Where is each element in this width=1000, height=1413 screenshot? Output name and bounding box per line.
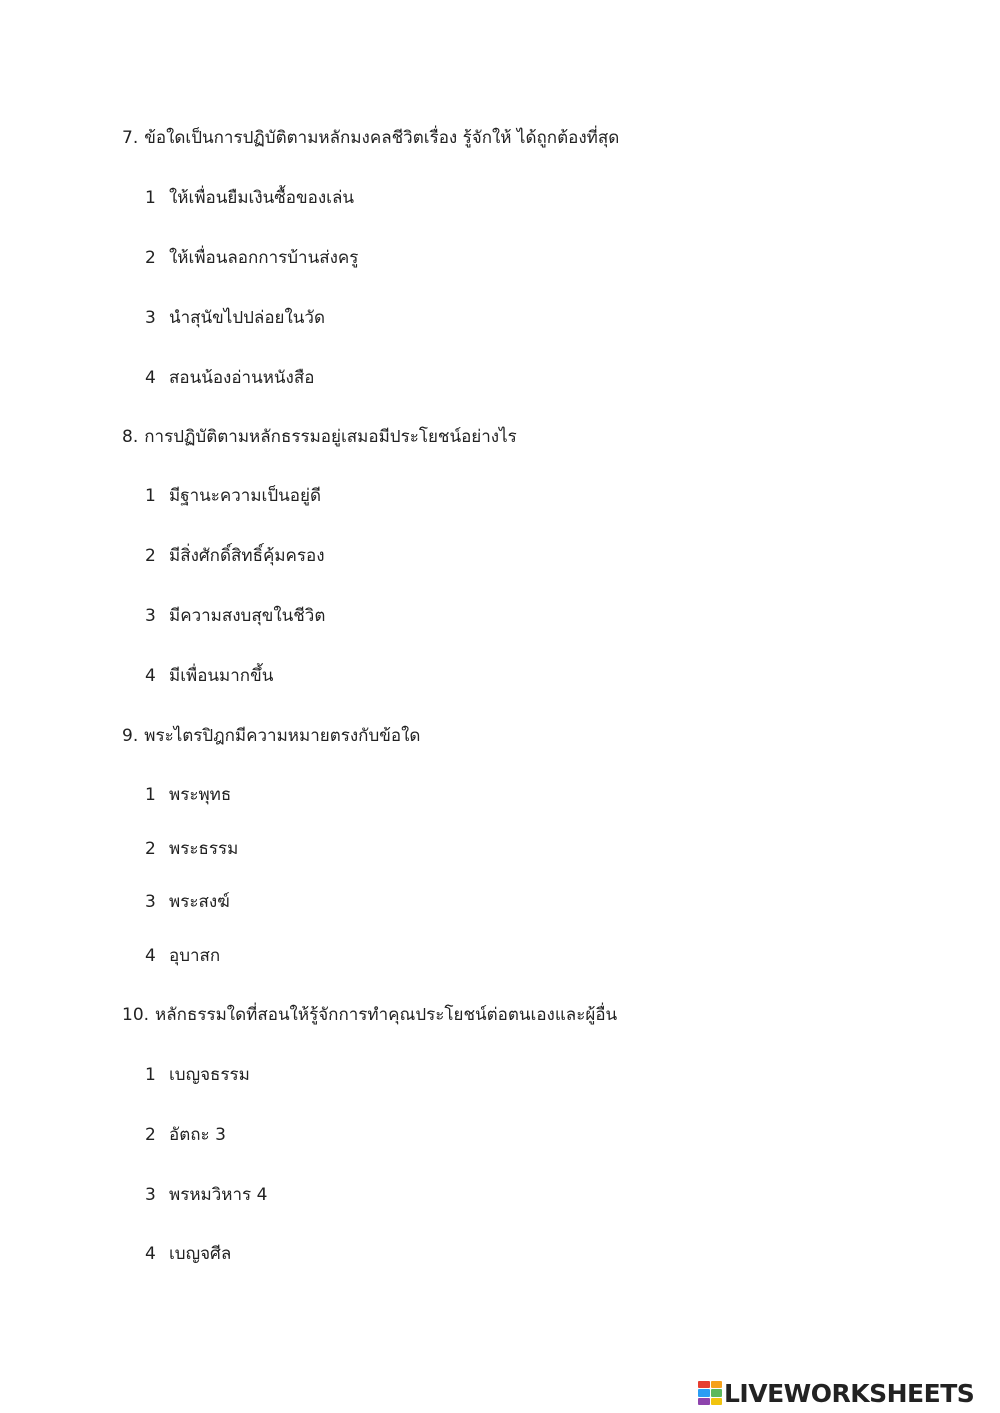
option-7-3[interactable] bbox=[145, 306, 325, 330]
option-number: 1 bbox=[145, 785, 156, 805]
option-text: พระธรรม bbox=[169, 839, 239, 859]
option-10-2[interactable] bbox=[145, 1123, 226, 1147]
question-10 bbox=[122, 1003, 617, 1027]
logo-mark-block bbox=[698, 1381, 710, 1388]
option-text: อุบาสก bbox=[169, 946, 221, 966]
option-8-1[interactable] bbox=[145, 484, 321, 508]
option-number: 1 bbox=[145, 1065, 156, 1085]
option-number: 3 bbox=[145, 308, 156, 328]
option-10-3[interactable] bbox=[145, 1183, 267, 1207]
option-text: พระพุทธ bbox=[169, 785, 232, 805]
question-text: การปฏิบัติตามหลักธรรมอยู่เสมอมีประโยชน์อย่างไร bbox=[144, 427, 517, 447]
question-7 bbox=[122, 126, 619, 150]
question-text: ข้อใดเป็นการปฏิบัติตามหลักมงคลชีวิตเรื่อง รู้จักให้ ได้ถูกต้องที่สุด bbox=[144, 128, 620, 148]
option-7-2[interactable] bbox=[145, 246, 358, 270]
option-text: อัตถะ 3 bbox=[169, 1125, 226, 1145]
option-8-3[interactable] bbox=[145, 604, 325, 628]
logo-mark-block bbox=[698, 1398, 710, 1405]
option-number: 2 bbox=[145, 546, 156, 566]
option-text: นำสุนัขไปปล่อยในวัด bbox=[169, 308, 326, 328]
option-7-1[interactable] bbox=[145, 186, 354, 210]
option-9-4[interactable] bbox=[145, 944, 220, 968]
option-text: ให้เพื่อนยืมเงินซื้อของเล่น bbox=[169, 188, 354, 208]
option-text: ให้เพื่อนลอกการบ้านส่งครู bbox=[169, 248, 359, 268]
option-number: 2 bbox=[145, 1125, 156, 1145]
option-text: เบญจศีล bbox=[169, 1244, 232, 1264]
option-number: 1 bbox=[145, 486, 156, 506]
question-8 bbox=[122, 425, 517, 449]
option-text: สอนน้องอ่านหนังสือ bbox=[169, 368, 315, 388]
question-number: 8. bbox=[122, 427, 139, 447]
option-9-2[interactable] bbox=[145, 837, 238, 861]
logo-mark-block bbox=[711, 1381, 723, 1388]
logo-mark-block bbox=[711, 1398, 723, 1405]
option-text: เบญจธรรม bbox=[169, 1065, 250, 1085]
option-number: 4 bbox=[145, 666, 156, 686]
option-number: 2 bbox=[145, 248, 156, 268]
option-number: 4 bbox=[145, 368, 156, 388]
question-text: พระไตรปิฎกมีความหมายตรงกับข้อใด bbox=[144, 726, 421, 746]
option-9-3[interactable] bbox=[145, 890, 230, 914]
logo-mark-icon bbox=[698, 1381, 722, 1405]
question-number: 9. bbox=[122, 726, 139, 746]
option-text: มีความสงบสุขในชีวิต bbox=[169, 606, 326, 626]
option-text: พระสงฆ์ bbox=[169, 892, 230, 912]
question-text: หลักธรรมใดที่สอนให้รู้จักการทำคุณประโยชน์ต่อตนเองและผู้อื่น bbox=[155, 1005, 618, 1025]
option-number: 4 bbox=[145, 1244, 156, 1264]
option-7-4[interactable] bbox=[145, 366, 314, 390]
option-number: 2 bbox=[145, 839, 156, 859]
liveworksheets-logo[interactable] bbox=[698, 1378, 974, 1408]
option-text: มีสิ่งศักดิ์สิทธิ์คุ้มครอง bbox=[169, 546, 325, 566]
option-9-1[interactable] bbox=[145, 783, 231, 807]
option-text: มีฐานะความเป็นอยู่ดี bbox=[169, 486, 321, 506]
logo-text: LIVEWORKSHEETS bbox=[724, 1378, 975, 1408]
question-number: 10. bbox=[122, 1005, 150, 1025]
option-number: 4 bbox=[145, 946, 156, 966]
option-text: มีเพื่อนมากขึ้น bbox=[169, 666, 274, 686]
option-number: 3 bbox=[145, 892, 156, 912]
logo-mark-block bbox=[698, 1389, 710, 1396]
option-text: พรหมวิหาร 4 bbox=[169, 1185, 268, 1205]
option-number: 1 bbox=[145, 188, 156, 208]
option-number: 3 bbox=[145, 606, 156, 626]
option-8-4[interactable] bbox=[145, 664, 273, 688]
logo-mark-block bbox=[711, 1389, 723, 1396]
option-8-2[interactable] bbox=[145, 544, 325, 568]
option-number: 3 bbox=[145, 1185, 156, 1205]
question-9 bbox=[122, 724, 420, 748]
option-10-4[interactable] bbox=[145, 1242, 231, 1266]
option-10-1[interactable] bbox=[145, 1063, 250, 1087]
question-number: 7. bbox=[122, 128, 139, 148]
